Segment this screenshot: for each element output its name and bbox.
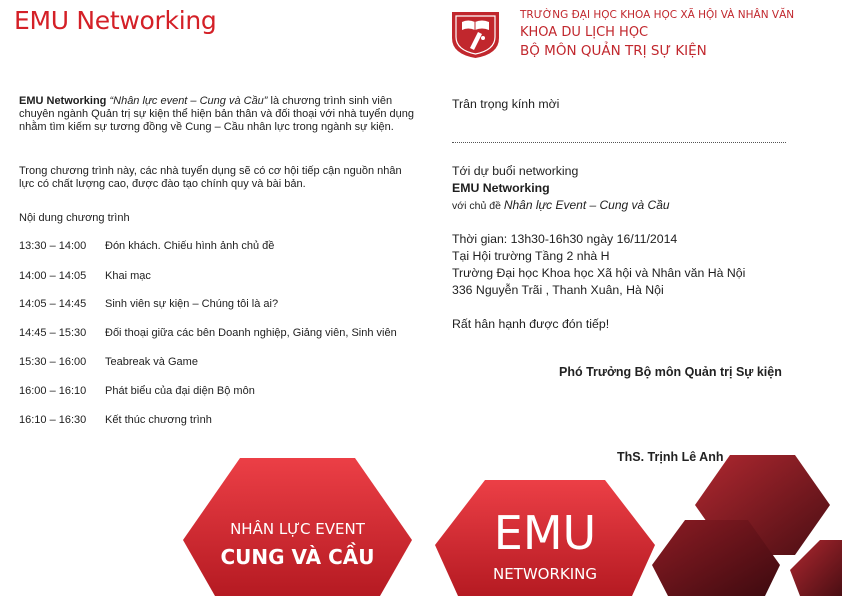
schedule-time: 13:30 – 14:00: [19, 240, 87, 252]
closing-line: Rất hân hạnh được đón tiếp!: [452, 317, 610, 331]
schedule-time: 16:00 – 16:10: [19, 385, 87, 397]
intro-paragraph-2: Trong chương trình này, các nhà tuyển dụng sẽ có cơ hội tiếp cận nguồn nhân lực có chất lượng cao, được đào tạo chính quy và bài bản.: [19, 165, 402, 190]
schedule-activity: Sinh viên sự kiện – Chúng tôi là ai?: [105, 298, 279, 310]
event-name: EMU Networking: [452, 181, 550, 195]
signer-title: Phó Trưởng Bộ môn Quản trị Sự kiện: [559, 365, 782, 379]
page-title: EMU Networking: [14, 6, 217, 35]
theme-text: Nhân lực Event – Cung và Cầu: [503, 198, 670, 212]
event-school: Trường Đại học Khoa học Xã hội và Nhân văn Hà Nội: [452, 266, 746, 280]
banner-left-line2: CUNG VÀ CẦU: [220, 545, 375, 569]
schedule-activity: Teabreak và Game: [105, 356, 198, 368]
schedule-activity: Đối thoại giữa các bên Doanh nghiệp, Giảng viên, Sinh viên: [105, 327, 397, 339]
schedule-activity: Phát biểu của đại diện Bộ môn: [105, 385, 255, 397]
banner-center-big: EMU: [493, 506, 597, 560]
schedule-activity: Kết thúc chương trình: [105, 414, 212, 426]
event-venue: Tại Hội trường Tầng 2 nhà H: [452, 249, 610, 263]
schedule-time: 14:45 – 15:30: [19, 327, 87, 339]
event-time: Thời gian: 13h30-16h30 ngày 16/11/2014: [452, 232, 678, 246]
banner-left-line1: NHÂN LỰC EVENT: [230, 520, 365, 538]
university-name: TRƯỜNG ĐẠI HỌC KHOA HỌC XÃ HỘI VÀ NHÂN VĂN: [520, 9, 795, 21]
program-title: Nội dung chương trình: [19, 212, 130, 224]
schedule-activity: Đón khách. Chiếu hình ảnh chủ đề: [105, 240, 275, 252]
intro-lead-bold: EMU Networking: [19, 95, 107, 107]
schedule-time: 15:30 – 16:00: [19, 356, 87, 368]
faculty-name: KHOA DU LỊCH HỌC: [520, 25, 649, 40]
greeting: Trân trọng kính mời: [452, 97, 560, 111]
signer-name: ThS. Trịnh Lê Anh: [617, 450, 724, 464]
schedule-activity: Khai mạc: [105, 270, 151, 282]
intro-lead-text: là chương trình sinh viên chuyên ngành Quản trị sự kiện thể hiện bản thân và đối thoại với nhà tuyển dụng nhằm tìm kiếm sự tương đồng về Cung – Cầu nhân lực trong ngành sự kiện.: [19, 95, 414, 133]
schedule-time: 14:05 – 14:45: [19, 298, 87, 310]
intro-lead-italic: “Nhân lực event – Cung và Cầu”: [109, 95, 268, 107]
schedule-time: 14:00 – 14:05: [19, 270, 87, 282]
schedule-time: 16:10 – 16:30: [19, 414, 87, 426]
department-name: BỘ MÔN QUẢN TRỊ SỰ KIỆN: [520, 43, 707, 59]
event-address: 336 Nguyễn Trãi , Thanh Xuân, Hà Nội: [452, 283, 664, 297]
attend-line: Tới dự buổi networking: [452, 164, 579, 178]
theme-prefix: với chủ đề: [452, 200, 504, 212]
banner-center-small: NETWORKING: [492, 565, 598, 583]
